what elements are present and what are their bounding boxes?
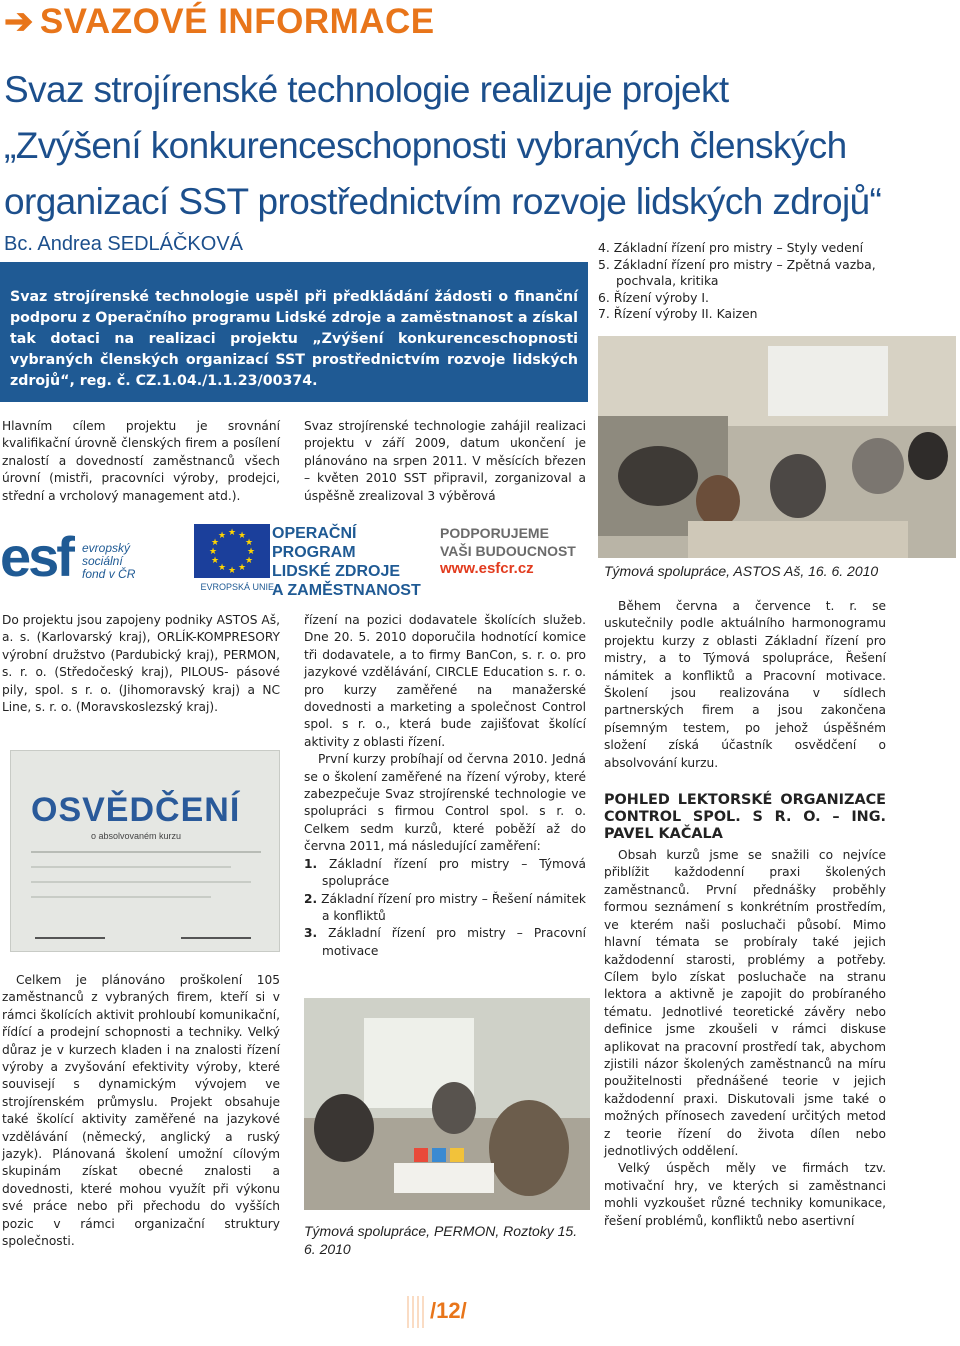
caption-astos: Týmová spolupráce, ASTOS Aš, 16. 6. 2010 [604,563,879,579]
course-list [304,856,586,960]
list-item: 5. Základní řízení pro mistry – Zpětná vazba, pochvala, kritika [598,256,876,289]
intro-column-1 [2,418,280,505]
svg-text:★: ★ [217,531,227,541]
left-column-top [2,612,280,716]
certificate-rule [31,896,211,898]
svg-text:★: ★ [246,547,256,557]
eu-caption: EVROPSKÁ UNIE [200,582,274,592]
esf-caption-line: fond v ČR [82,567,136,581]
esf-caption [82,542,135,581]
intro-column-2 [304,418,586,505]
list-item: 7. Řízení výroby II. Kaizen [598,306,758,322]
svg-text:★: ★ [244,556,254,566]
title-line: „Zvýšení konkurenceschopnosti vybraných členských [4,125,847,166]
lead-text: Svaz strojírenské technologie uspěl při předkládání žádosti o finanční podporu z Operačního programu Lidské zdroje a zaměstnanost a získal tak dotaci na realizaci projektu „Zvýšení konkurenceschopnosti vybraných členských organizací SST prostřednictvím rozvoje lidských zdrojů“, reg. č. CZ.1.04./1.1.23/00374. [10,289,578,389]
svg-text:★: ★ [237,563,247,573]
certificate-image [10,750,280,952]
paragraph: řízení na pozici dodavatele školících služeb. Dne 20. 5. 2010 doporučila hodnotící komice tři dodavatele, a to firmy BanCon, s. r. o. pro jazykové vzdělávání, CIRCLE Education s. r. o. pro kurzy zaměřené na manažerské dovednosti a marketing a společnost Control spol. s r. o., která bude zajišťovat školící aktivity z oblasti řízení. [304,613,586,749]
list-item [304,925,586,960]
svg-text:★: ★ [244,538,254,548]
signature-mark [181,921,251,939]
podporujeme-text [440,524,590,578]
arrow-right-icon: ➔ [4,2,34,41]
photo-astos [598,336,956,558]
podporujeme-line: VAŠI BUDOUCNOST [440,543,576,559]
course-list-continued [598,240,898,323]
title-line: organizací SST prostřednictvím rozvoje lidských zdrojů“ [4,181,882,222]
photo-permon [304,998,590,1210]
svg-text:★: ★ [217,563,227,573]
section-label-text: SVAZOVÉ INFORMACE [39,2,435,41]
paragraph: Celkem je plánováno proškolení 105 zaměstnanců z vybraných firem, kteří si v rámci školících aktivit prohloubí komunikační, řídící a prodejní schopnosti a techniky. Velký důraz je v kurzech kladen i na znalosti řízení výroby a zvyšování efektivity výroby, které souvisejí s dynamickým vývojem ve strojírenském průmyslu. Projekt obsahuje také školící aktivity zaměřené na jazykové vzdělávání (německý, anglický a ruský jazyk). Plánovaná školení umožní cílovým skupinám získat obecné znalosti a dovednosti, které mohou využít při výkonu své práce nebo při přechodu do vyšších pozic v rámci organizační struktury společnosti. [2,973,280,1249]
title-line: Svaz strojírenské technologie realizuje projekt [4,69,729,110]
list-item: 4. Základní řízení pro mistry – Styly vedení [598,240,864,255]
paragraph: Do projektu jsou zapojeny podniky ASTOS Aš, a. s. (Karlovarský kraj), ORLÍK-KOMPRESORY výrobní družstvo (Pardubický kraj), PERMON, s. r. o. (Středočeský kraj), PILOUS- pásové pily, spol. s r. o. (Jihomoravský kraj) a NC Line, s. r. o. (Moravskoslezský kraj). [2,613,280,715]
list-item: 6. Řízení výroby I. [598,289,709,305]
op-logo-line: LIDSKÉ ZDROJE [272,563,401,580]
section-label [4,2,435,42]
photo-astos-image [598,336,956,558]
esf-caption-line: evropský [82,541,131,555]
middle-column [304,612,586,960]
op-logo-line: A ZAMĚSTNANOST [272,582,421,599]
paragraph: Během června a července t. r. se uskutečnily podle aktuálního harmonogramu projektu kurzy z oblasti Základní řízení pro mistry, a to Týmová spolupráce, Řešení námitek a konfliktů a Pracovní motivace. Školení jsou realizována v sídlech partnerských firem a jsou zakončena písemným testem, po jehož úspěšném složení získá účastník osvědčení o absolvování kurzu. [604,599,886,770]
certificate-rule [31,881,251,883]
signature-mark [35,921,105,939]
eu-logo [194,524,274,594]
left-column-bottom [2,972,280,1251]
esf-caption-line: sociální [82,554,123,568]
author: Bc. Andrea SEDLÁČKOVÁ [4,233,244,255]
op-logo-text [272,524,432,600]
list-text: Základní řízení pro mistry – Pracovní motivace [322,926,586,958]
svg-text:★: ★ [208,547,218,557]
certificate-title: OSVĚDČENÍ [31,791,241,829]
intro-paragraph: Svaz strojírenské technologie zahájil realizaci projektu v září 2009, datum ukončení je plánováno na srpen 2011. V měsících březen – květen 2010 SST připravil, zorganizoval a úspěšně zrealizoval 3 výběrová [304,419,586,503]
certificate-rule [31,866,231,868]
paragraph: První kurzy probíhají od června 2010. Jedná se o školení zaměřené na řízení výroby, které zabezpečuje Svaz strojírenské technologie ve spolupráci s firmou Control spol. s r. o. Celkem sedm kurzů, které poběží až do června 2011, má následující zaměření: [304,752,586,854]
article-title [4,62,944,230]
certificate-rule [31,851,261,853]
section-subhead: POHLED LEKTORSKÉ ORGANIZACE CONTROL SPOL. S R. O. – ING. PAVEL KAČALA [604,792,886,843]
podporujeme-url: www.esfcr.cz [440,560,534,577]
svg-text:★: ★ [227,566,237,576]
list-number: 3. [304,926,318,941]
op-logo-line: OPERAČNÍ PROGRAM [272,525,357,561]
svg-text:esf: esf [0,525,72,588]
intro-paragraph: Hlavním cílem projektu je srovnání kvalifikační úrovně členských firem a posílení znalostí a dovedností zaměstnanců všech úrovní (mistři, pracovníci výroby, prodejci, střední a vrcholový management atd.). [2,419,280,503]
list-item [304,891,586,926]
paragraph: Obsah kurzů jsme se snažili co nejvíce přiblížit každodenní praxi školených zaměstnanců. První přednášky proběhly formou seznámení s konkrétním prostředím, ve kterém naši posluchači působí. Mimo hlavní témata se probíraly také jejich každodenní starosti, problémy a potřeby. Cílem bylo získat posluchače na stranu lektora a aktivně je zapojit do probíraného tématu. Jednotlivé teoretické závěry nebo definice jsme zkoušeli v rámci diskuse aplikovat na pracovní prostředí tak, abychom zjistili názor školených zaměstnanců na míru použitelnosti přednášené teorie v jejich každodenní praxi. Diskutovali jsme také o možných přínosech zavedení určitých metod z teorie řízení do života dílen nebo jednotlivých oddělení. [604,848,886,1158]
certificate-subtitle: o absolvovaném kurzu [91,831,182,841]
svg-text:★: ★ [227,528,237,538]
svg-text:★: ★ [210,538,220,548]
right-column [604,598,886,1230]
podporujeme-line: PODPORUJEME [440,525,549,541]
list-item [304,856,586,891]
op-lzz-logo [272,524,432,599]
caption-permon: Týmová spolupráce, PERMON, Roztoky 15. 6. 2010 [304,1223,578,1257]
paragraph: Velký úspěch měly ve firmách tzv. motivační hry, ve kterých si zaměstnanci mohli vyzkoušet různé techniky komunikace, řešení problémů, konfliktů nebo asertivní [604,1161,886,1228]
list-number: 1. [304,856,318,871]
page-number: /12/ [430,1298,467,1323]
list-number: 2. [304,891,318,906]
photo-permon-image [304,998,590,1210]
svg-text:★: ★ [210,556,220,566]
list-text: Základní řízení pro mistry – Týmová spolupráce [322,856,586,889]
list-text: Základní řízení pro mistry – Řešení námitek a konfliktů [321,891,586,923]
eu-flag-icon [194,524,270,578]
svg-text:★: ★ [237,531,247,541]
podporujeme-logo [440,524,590,594]
